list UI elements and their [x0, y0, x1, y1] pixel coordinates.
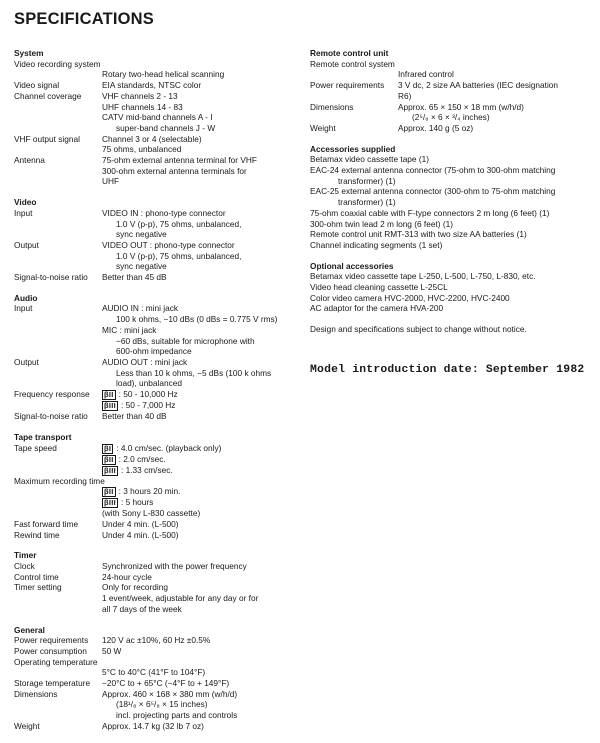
spec-row [14, 635, 304, 646]
spec-label [14, 486, 102, 519]
spec-section [14, 197, 304, 283]
spec-value-line: Rotary two-head helical scanning [102, 69, 225, 80]
spec-value-line: load), unbalanced [116, 378, 182, 389]
spec-label: Power requirements [310, 80, 385, 91]
optional-accessory-item: Color video camera HVC-2000, HVC-2200, HVC-2400 [310, 292, 510, 303]
betamax-speed-badge: βII [104, 487, 114, 497]
spec-label: Power consumption [14, 645, 87, 656]
spec-label [14, 667, 102, 678]
optional-accessory-item: Video head cleaning cassette L-25CL [310, 282, 448, 293]
spec-value-line: 50 W [102, 645, 122, 656]
spec-row [14, 667, 304, 678]
spec-values [102, 561, 304, 572]
spec-row [14, 272, 304, 283]
spec-value-line: EIA standards, NTSC color [102, 80, 202, 91]
betamax-speed-badge: βIII [104, 498, 117, 508]
spec-value-line: VHF channels 2 - 13 [102, 90, 178, 101]
spec-section [14, 293, 304, 422]
spec-values [398, 102, 592, 123]
betamax-speed-badge: βII [104, 390, 114, 400]
accessory-item: Remote control unit RMT-313 with two size AA batteries (1) [310, 229, 527, 240]
spec-row [14, 208, 304, 240]
spec-values [102, 303, 304, 357]
spec-label: Clock [14, 561, 35, 572]
spec-values [102, 678, 304, 689]
spec-label: Output [14, 239, 39, 250]
spec-value-line [102, 389, 304, 400]
spec-value-line: 300-ohm external antenna terminals for [102, 165, 247, 176]
spec-label: Video signal [14, 80, 60, 91]
spec-row [14, 357, 304, 389]
spec-value-line: Approx. 140 g (5 oz) [398, 122, 474, 133]
spec-label: Input [14, 303, 33, 314]
section-heading: Accessories supplied [310, 143, 396, 154]
spec-row [14, 303, 304, 357]
spec-value-line [102, 486, 304, 497]
section-heading: General [14, 624, 45, 635]
spec-value-line: Better than 45 dB [102, 272, 167, 283]
betamax-speed-badge: βIII [104, 465, 117, 475]
spec-row [14, 134, 304, 155]
spec-value-line: 100 k ohms, −10 dBs (0 dBs = 0.775 V rms) [116, 314, 278, 325]
spec-row [14, 240, 304, 272]
spec-label [14, 69, 102, 80]
spec-row [14, 443, 304, 476]
spec-label: Weight [310, 122, 336, 133]
spec-value-line: MIC : mini jack [102, 324, 157, 335]
spec-label: Timer setting [14, 582, 62, 593]
spec-values [102, 657, 304, 668]
spec-row [14, 657, 304, 668]
spec-value-line: Better than 40 dB [102, 411, 167, 422]
accessory-item: Channel indicating segments (1 set) [310, 239, 443, 250]
spec-value-line: Only for recording [102, 582, 168, 593]
spec-row [310, 102, 592, 123]
spec-value-line: 5°C to 40°C (41°F to 104°F) [102, 667, 206, 678]
spec-value-line [102, 465, 304, 476]
spec-label [310, 69, 398, 80]
spec-label: Tape speed [14, 442, 57, 453]
spec-values [105, 476, 304, 487]
spec-value-line [102, 497, 304, 508]
spec-row [14, 678, 304, 689]
spec-value-text: : 2.0 cm/sec. [118, 453, 166, 464]
spec-value-line: 75-ohm external antenna terminal for VHF [102, 155, 257, 166]
spec-value-text: : 50 - 7,000 Hz [121, 400, 176, 411]
spec-row [14, 80, 304, 91]
spec-value-line [102, 454, 304, 465]
spec-value-line: 1 event/week, adjustable for any day or for [102, 593, 259, 604]
spec-label: Antenna [14, 155, 45, 166]
spec-value-line: −20°C to + 65°C (−4°F to + 149°F) [102, 678, 230, 689]
spec-section [14, 48, 304, 187]
spec-value-line: Under 4 min. (L-500) [102, 529, 179, 540]
spec-values [398, 69, 592, 80]
spec-values [102, 530, 304, 541]
spec-value-line: sync negative [116, 261, 167, 272]
spec-values [102, 59, 304, 70]
spec-value-text: (with Sony L-830 cassette) [102, 508, 201, 519]
left-column [14, 48, 304, 742]
section-heading: Timer [14, 550, 37, 561]
model-introduction-date: Model introduction date: September 1982 [310, 364, 585, 376]
spec-label: Remote control system [310, 58, 395, 69]
spec-value-line: (2⁵/₈ × 6 × ³/₄ inches) [412, 112, 490, 123]
spec-label: Input [14, 207, 33, 218]
spec-row [310, 59, 592, 70]
spec-value-line: AUDIO OUT : mini jack [102, 356, 188, 367]
spec-row [14, 519, 304, 530]
spec-value-line: AUDIO IN : mini jack [102, 303, 179, 314]
right-column [310, 48, 592, 335]
spec-value-line: 120 V ac ±10%, 60 Hz ±0.5% [102, 635, 211, 646]
spec-value-line: VIDEO OUT : phono-type connector [102, 239, 235, 250]
spec-value-text: : 4.0 cm/sec. (playback only) [116, 442, 222, 453]
betamax-speed-badge: βI [104, 443, 112, 453]
spec-label: Storage temperature [14, 678, 91, 689]
spec-row [14, 582, 304, 614]
spec-label: Rewind time [14, 529, 60, 540]
spec-label: Dimensions [14, 688, 58, 699]
spec-value-line: UHF channels 14 - 83 [102, 101, 183, 112]
spec-section [14, 432, 304, 541]
betamax-speed-badge: βII [104, 454, 114, 464]
spec-value-line: Channel 3 or 4 (selectable) [102, 133, 202, 144]
spec-value-line: Under 4 min. (L-500) [102, 518, 179, 529]
spec-label: Output [14, 356, 39, 367]
spec-value-line: CATV mid-band channels A - I [102, 112, 213, 123]
spec-value-line [102, 508, 304, 519]
spec-values [398, 59, 592, 70]
accessory-item: Betamax video cassette tape (1) [310, 154, 429, 165]
spec-value-line: Infrared control [398, 69, 454, 80]
spec-row [14, 91, 304, 134]
spec-value-line: Approx. 460 × 168 × 380 mm (w/h/d) [102, 688, 238, 699]
spec-values [102, 69, 304, 80]
spec-values [102, 667, 304, 678]
spec-value-line: VIDEO IN : phono-type connector [102, 207, 226, 218]
spec-label: Channel coverage [14, 90, 82, 101]
spec-row [14, 155, 304, 187]
spec-values [102, 411, 304, 422]
spec-label: Video recording system [14, 58, 101, 69]
spec-row [14, 69, 304, 80]
betamax-speed-badge: βIII [104, 401, 117, 411]
spec-values [102, 572, 304, 583]
accessory-item-continued: transformer) (1) [338, 175, 396, 186]
spec-value-line: (18¹/₈ × 6⁵/₈ × 15 inches) [116, 699, 208, 710]
spec-value-line [102, 443, 304, 454]
spec-values [398, 123, 592, 134]
spec-values [102, 389, 304, 411]
spec-value-line: UHF [102, 176, 120, 187]
spec-value-line: R6) [398, 90, 412, 101]
spec-row [14, 530, 304, 541]
spec-values [398, 80, 592, 101]
spec-label: Signal-to-noise ratio [14, 272, 88, 283]
section-heading: Audio [14, 292, 38, 303]
section-heading: Remote control unit [310, 48, 389, 58]
spec-values [102, 646, 304, 657]
spec-value-line: 75 ohms, unbalanced [102, 144, 182, 155]
spec-values [102, 134, 304, 155]
accessory-item: 300-ohm twin lead 2 m long (6 feet) (1) [310, 218, 453, 229]
spec-values [102, 635, 304, 646]
remote-control-section [310, 48, 592, 134]
spec-label: Control time [14, 571, 59, 582]
spec-value-line: Approx. 65 × 150 × 18 mm (w/h/d) [398, 101, 524, 112]
spec-values [102, 91, 304, 134]
optional-accessories-section [310, 261, 592, 315]
section-heading: Video [14, 197, 37, 208]
section-heading: Tape transport [14, 431, 72, 442]
spec-value-line: sync negative [116, 229, 167, 240]
section-heading: System [14, 48, 44, 58]
spec-values [102, 519, 304, 530]
spec-value-line: 1.0 V (p-p), 75 ohms, unbalanced, [116, 250, 242, 261]
spec-values [102, 486, 304, 519]
spec-label: Fast forward time [14, 518, 79, 529]
spec-values [102, 155, 304, 187]
spec-row [14, 646, 304, 657]
spec-values [102, 80, 304, 91]
spec-row [14, 486, 304, 519]
spec-value-line: 3 V dc, 2 size AA batteries (IEC designation [398, 80, 559, 91]
accessories-supplied-section [310, 144, 592, 251]
spec-row [14, 689, 304, 721]
change-notice: Design and specifications subject to change without notice. [310, 324, 527, 335]
spec-value-line: Approx. 14.7 kg (32 lb 7 oz) [102, 720, 204, 731]
spec-value-line: 24-hour cycle [102, 571, 152, 582]
spec-label: Maximum recording time [14, 475, 105, 486]
spec-section [14, 550, 304, 614]
spec-value-line: 600-ohm impedance [116, 346, 192, 357]
spec-value-line: Synchronized with the power frequency [102, 561, 247, 572]
accessory-item: EAC-25 external antenna connector (300-ohm to 75-ohm matching [310, 186, 556, 197]
spec-section [14, 625, 304, 732]
spec-row [14, 476, 304, 487]
spec-value-line: Less than 10 k ohms, −5 dBs (100 k ohms [116, 367, 272, 378]
spec-value-line: −60 dBs, suitable for microphone with [116, 335, 255, 346]
spec-label: Signal-to-noise ratio [14, 411, 88, 422]
spec-value-line: 1.0 V (p-p), 75 ohms, unbalanced, [116, 218, 242, 229]
spec-row [14, 572, 304, 583]
spec-values [102, 689, 304, 721]
spec-values [102, 208, 304, 240]
spec-row [310, 69, 592, 80]
spec-label: VHF output signal [14, 133, 80, 144]
page-title: SPECIFICATIONS [14, 10, 155, 28]
spec-value-line: all 7 days of the week [102, 603, 182, 614]
spec-value-line [102, 400, 304, 411]
spec-label: Operating temperature [14, 656, 98, 667]
spec-label: Weight [14, 720, 40, 731]
spec-values [102, 721, 304, 732]
accessory-item: 75-ohm coaxial cable with F-type connectors 2 m long (6 feet) (1) [310, 207, 550, 218]
spec-value-text: : 1.33 cm/sec. [121, 464, 173, 475]
spec-value-text: : 3 hours 20 min. [118, 486, 181, 497]
spec-row [310, 80, 592, 101]
spec-row [14, 561, 304, 572]
accessory-item-continued: transformer) (1) [338, 197, 396, 208]
spec-row [14, 411, 304, 422]
spec-row [14, 389, 304, 411]
spec-values [102, 272, 304, 283]
section-heading: Optional accessories [310, 260, 394, 271]
optional-accessory-item: AC adaptor for the camera HVA-200 [310, 303, 444, 314]
spec-values [102, 443, 304, 476]
spec-values [102, 582, 304, 614]
spec-values [102, 357, 304, 389]
spec-label: Power requirements [14, 635, 89, 646]
spec-row [14, 721, 304, 732]
spec-row [310, 123, 592, 134]
spec-label: Frequency response [14, 389, 90, 400]
accessory-item: EAC-24 external antenna connector (75-ohm to 300-ohm matching [310, 165, 556, 176]
spec-row [14, 59, 304, 70]
spec-value-line: incl. projecting parts and controls [116, 710, 238, 721]
spec-values [102, 240, 304, 272]
optional-accessory-item: Betamax video cassette tape L-250, L-500, L-750, L-830, etc. [310, 271, 536, 282]
spec-label: Dimensions [310, 101, 354, 112]
spec-value-text: : 50 - 10,000 Hz [118, 389, 178, 400]
spec-value-text: : 5 hours [121, 497, 154, 508]
spec-value-line: super-band channels J - W [116, 122, 216, 133]
